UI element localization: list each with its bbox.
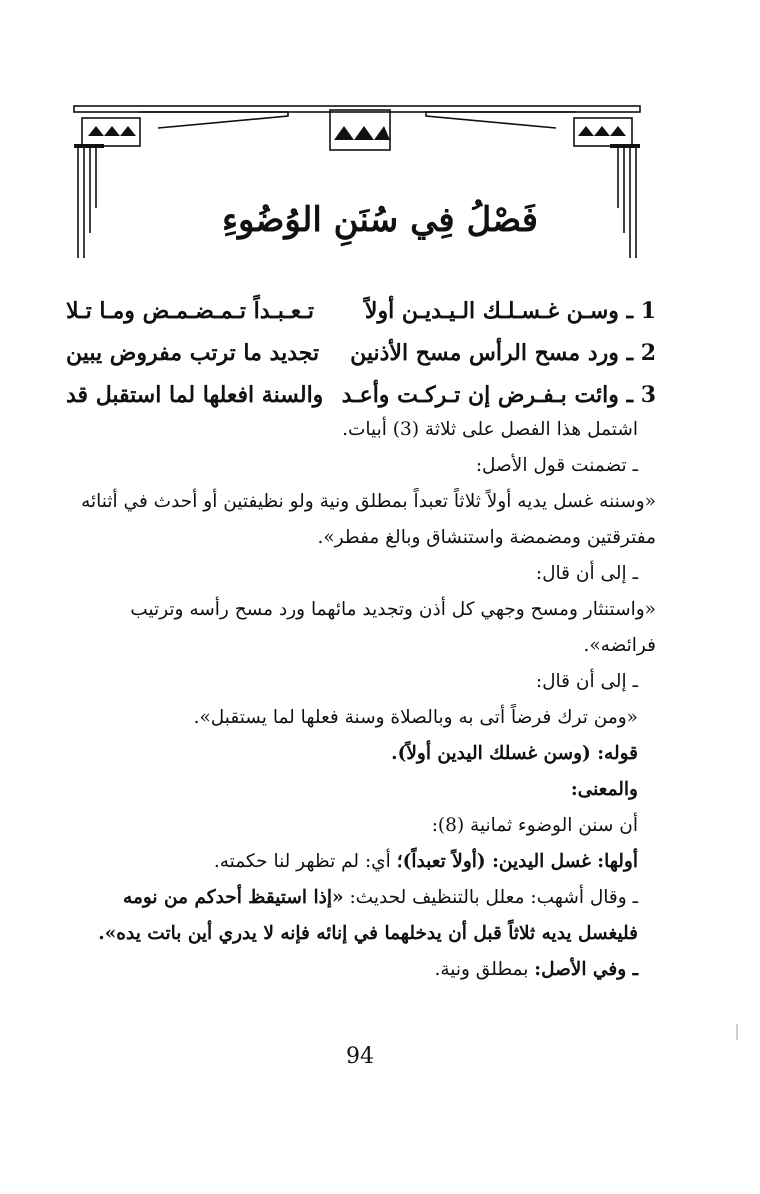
paragraph: اشتمل هذا الفصل على ثلاثة (3) أبيات.: [342, 419, 638, 440]
quote-paragraph: «واستنثار ومسح وجهي كل أذن وتجديد مائهما ورد مسح رأسه وترتيب فرائضه».: [130, 599, 656, 656]
paragraph: [68, 952, 656, 988]
bold-phrase: أولها: غسل اليدين: (أولاً تعبداً)؛: [396, 851, 638, 872]
bold-phrase: ـ وفي الأصل:: [534, 959, 638, 980]
text-span: بمطلق ونية.: [434, 959, 535, 980]
paragraph: قوله: (وسن غسلك اليدين أولاً).: [391, 743, 638, 764]
paragraph: ـ تضمنت قول الأصل:: [475, 455, 638, 476]
header-ornament: [68, 88, 646, 288]
text-span: ـ وقال أشهب: معلل بالتنظيف لحديث:: [343, 887, 638, 908]
verse-first-hemistich: 2 ـ ورد مسح الرأس مسح الأذنين: [350, 340, 656, 366]
verse-line: [66, 374, 656, 416]
commentary-text: [68, 412, 656, 988]
paragraph: والمعنى:: [570, 779, 638, 800]
verse-first-hemistich: 1 ـ وسـن غـسـلـك الـيـديـن أولاً: [364, 298, 656, 324]
verse-line: [66, 290, 656, 332]
paragraph: أن سنن الوضوء ثمانية (8):: [431, 815, 638, 836]
paragraph: [68, 880, 656, 952]
paragraph: ـ إلى أن قال:: [535, 563, 638, 584]
text-span: أي: لم تظهر لنا حكمته.: [213, 851, 397, 872]
section-title: فَصْلُ فِي سُنَنِ الوُضُوءِ: [221, 200, 538, 240]
verse-second-hemistich: تجديد ما ترتب مفروض يبين: [66, 340, 320, 366]
verse-line: [66, 332, 656, 374]
quote-paragraph: «ومن ترك فرضاً أتى به وبالصلاة وسنة فعلها لما يستقبل».: [193, 707, 638, 728]
scan-mark: [736, 1024, 738, 1040]
hadith-quote: «إذا استيقظ أحدكم من نومه فليغسل يديه ثلاثاً قبل أن يدخلهما في إنائه فإنه لا يدري أين باتت يده».: [98, 887, 638, 944]
paragraph: [68, 844, 656, 880]
quote-paragraph: «وسننه غسل يديه أولاً ثلاثاً تعبداً بمطلق ونية ولو نظيفتين أو أحدث في أثنائه مفترقتين ومضمضة واستنشاق وبالغ مفطر».: [81, 491, 656, 548]
verse-first-hemistich: 3 ـ وائت بـفـرض إن تـركـت وأعـد: [341, 382, 656, 408]
paragraph: ـ إلى أن قال:: [535, 671, 638, 692]
poem-verses: [66, 290, 656, 416]
verse-second-hemistich: والسنة افعلها لما استقبل قد: [66, 382, 324, 408]
verse-second-hemistich: تـعـبـداً تـمـضـمـض ومـا تـلا: [66, 298, 314, 324]
page-number: 94: [346, 1044, 374, 1069]
